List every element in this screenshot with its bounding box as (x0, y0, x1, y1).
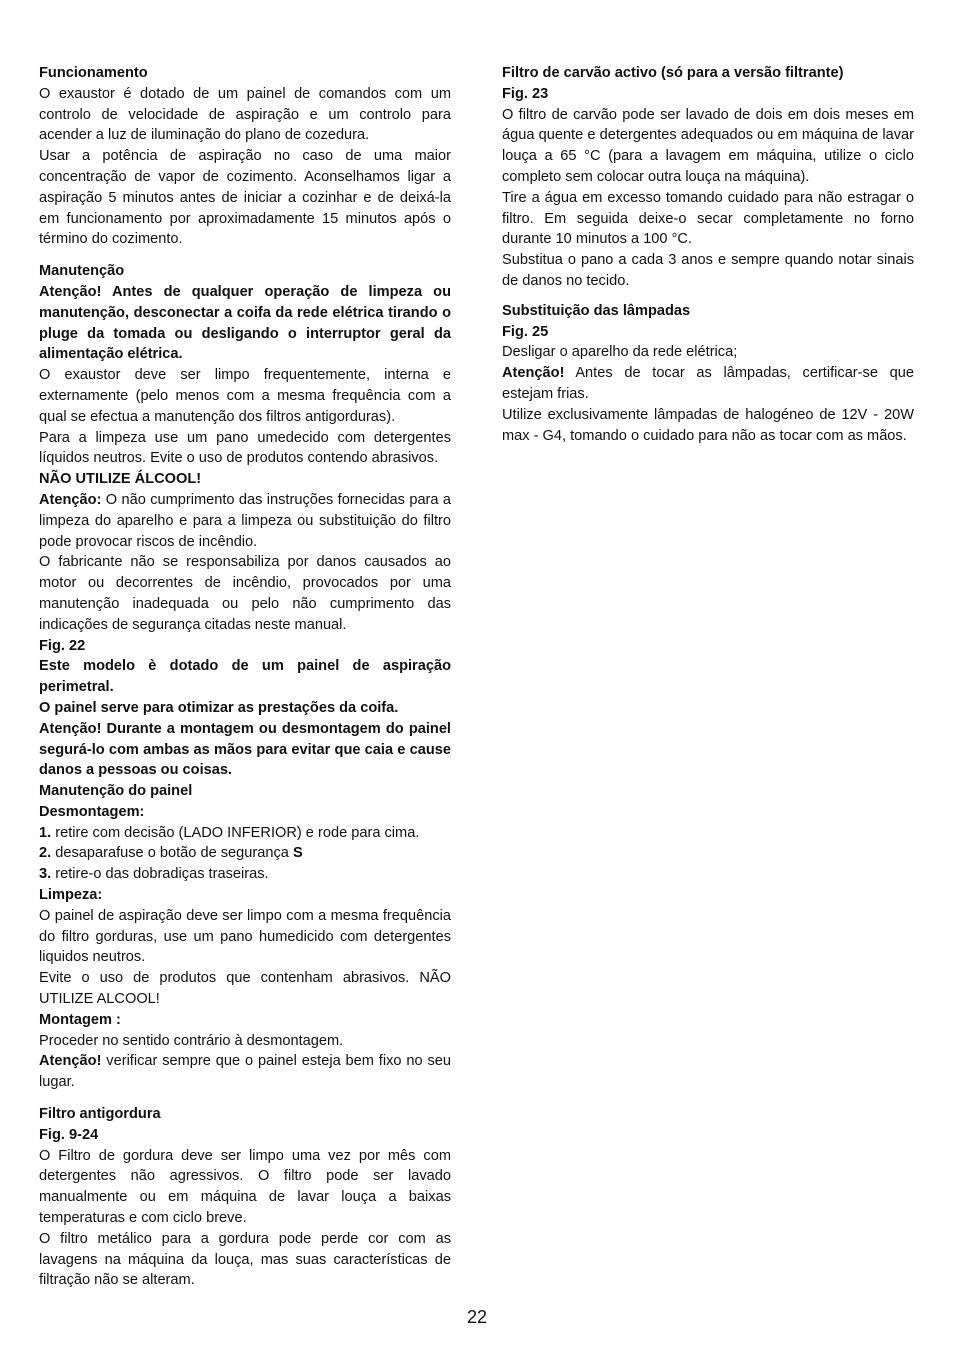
spacer (502, 292, 914, 301)
warning-paragraph: Atenção! Antes de qualquer operação de limpeza ou manutenção, desconectar a coifa da rede elétrica tirando o pluge da tomada ou desligando o interruptor geral da alimentação elétrica. (39, 283, 451, 363)
subheading-assembly: Montagem : (39, 1011, 121, 1028)
paragraph: Tire a água em excesso tomando cuidado para não estragar o filtro. Em seguida deixe-o secar completamente no forno durante 10 minutos a 100 °C. (502, 189, 914, 248)
spacer (39, 250, 451, 261)
page-number: 22 (466, 1307, 488, 1327)
step-item (39, 823, 451, 844)
paragraph: Desligar o aparelho da rede elétrica; (502, 344, 738, 361)
step-text: desaparafuse o botão de segurança (51, 845, 293, 862)
paragraph: Para a limpeza use um pano umedecido com detergentes líquidos neutros. Evite o uso de produtos contendo abrasivos. (39, 429, 451, 467)
paragraph: O Filtro de gordura deve ser limpo uma vez por mês com detergentes não agressivos. O filtro pode ser lavado manualmente ou em máquina de lavar louça a baixas temperaturas e com ciclo breve. (39, 1147, 451, 1227)
step-number: 3. (39, 866, 52, 883)
paragraph: O exaustor deve ser limpo frequentemente, interna e externamente (pelo menos com a mesma frequência com a qual se efectua a manutenção dos filtros antigorduras). (39, 367, 451, 425)
attention-paragraph (39, 1051, 451, 1093)
paragraph: O fabricante não se responsabiliza por danos causados ao motor ou decorrentes de incêndio, provocados por uma manutenção inadequada ou pelo não cumprimento das indicações de segurança citadas neste manual. (39, 554, 451, 633)
paragraph: Evite o uso de produtos que contenham abrasivos. NÃO UTILIZE ALCOOL! (39, 970, 451, 1008)
step-symbol: S (292, 845, 303, 862)
bold-paragraph: O painel serve para otimizar as prestações da coifa. (39, 699, 399, 716)
figure-reference: Fig. 9-24 (39, 1126, 99, 1143)
subheading-disassembly: Desmontagem: (39, 803, 145, 820)
section-heading-filtro-carvao: Filtro de carvão activo (só para a versão filtrante) (502, 65, 844, 81)
attention-text: verificar sempre que o painel esteja bem fixo no seu lugar. (39, 1053, 451, 1091)
paragraph: O filtro de carvão pode ser lavado de dois em dois meses em água quente e detergentes adequados ou em máquina de lavar louça a 65 °C (para a lavagem em máquina, utilize o ciclo completo sem colocar outra louça na máquina). (502, 106, 914, 185)
paragraph: Usar a potência de aspiração no caso de uma maior concentração de vapor de cozimento. Aconselhamos ligar a aspiração 5 minutos antes de iniciar a cozinhar e de deixá-la em funcionamento por aproximadamente 15 minutos após o término do cozimento. (39, 148, 451, 248)
attention-text: O não cumprimento das instruções fornecidas para a limpeza do aparelho e para a limpeza ou substituição do filtro pode provocar riscos de incêndio. (39, 491, 451, 550)
figure-reference: Fig. 23 (502, 85, 549, 102)
step-text: retire-o das dobradiças traseiras. (51, 866, 269, 883)
bold-paragraph: Atenção! Durante a montagem ou desmontagem do painel segurá-lo com ambas as mãos para evitar que caia e cause danos a pessoas ou coisas. (39, 720, 451, 779)
left-column (39, 63, 451, 1291)
right-column (502, 63, 914, 446)
attention-text: Antes de tocar as lâmpadas, certificar-se que estejam frias. (502, 365, 914, 402)
paragraph: O exaustor é dotado de um painel de comandos com um controlo de velocidade de aspiração e um controlo para acender a luz de iluminação do plano de cozedura. (39, 85, 451, 144)
paragraph: O filtro metálico para a gordura pode perde cor com as lavagens na máquina da louça, mas suas características de filtração não se alteram. (39, 1230, 451, 1289)
spacer (39, 1093, 451, 1104)
no-alcohol-warning: NÃO UTILIZE ÁLCOOL! (39, 471, 202, 488)
attention-label: Atenção! (502, 365, 565, 382)
section-heading-lampadas: Substituição das lâmpadas (502, 302, 691, 319)
attention-label: Atenção! (39, 1053, 102, 1070)
step-item (39, 843, 451, 864)
subheading-panel-maintenance: Manutenção do painel (39, 783, 193, 800)
bold-paragraph: Este modelo è dotado de um painel de aspiração perimetral. (39, 658, 451, 696)
section-heading-manutencao: Manutenção (39, 263, 125, 280)
section-heading-funcionamento: Funcionamento (39, 65, 148, 81)
paragraph: Proceder no sentido contrário à desmontagem. (39, 1032, 344, 1049)
section-heading-filtro-antigordura: Filtro antigordura (39, 1106, 161, 1123)
paragraph: O painel de aspiração deve ser limpo com a mesma frequência do filtro gorduras, use um pano humedicido com detergentes liquidos neutros. (39, 907, 451, 966)
figure-reference: Fig. 25 (502, 323, 549, 340)
figure-reference: Fig. 22 (39, 637, 86, 654)
attention-paragraph (502, 363, 914, 405)
step-item (39, 864, 451, 885)
step-text: retire com decisão (LADO INFERIOR) e rode para cima. (51, 824, 420, 841)
subheading-cleaning: Limpeza: (39, 887, 103, 904)
attention-label: Atenção: (39, 491, 102, 508)
attention-paragraph (39, 490, 451, 552)
step-number: 2. (39, 845, 52, 862)
step-number: 1. (39, 824, 52, 841)
paragraph: Substitua o pano a cada 3 anos e sempre quando notar sinais de danos no tecido. (502, 252, 914, 289)
paragraph: Utilize exclusivamente lâmpadas de halogéneo de 12V - 20W max - G4, tomando o cuidado para não as tocar com as mãos. (502, 406, 914, 444)
